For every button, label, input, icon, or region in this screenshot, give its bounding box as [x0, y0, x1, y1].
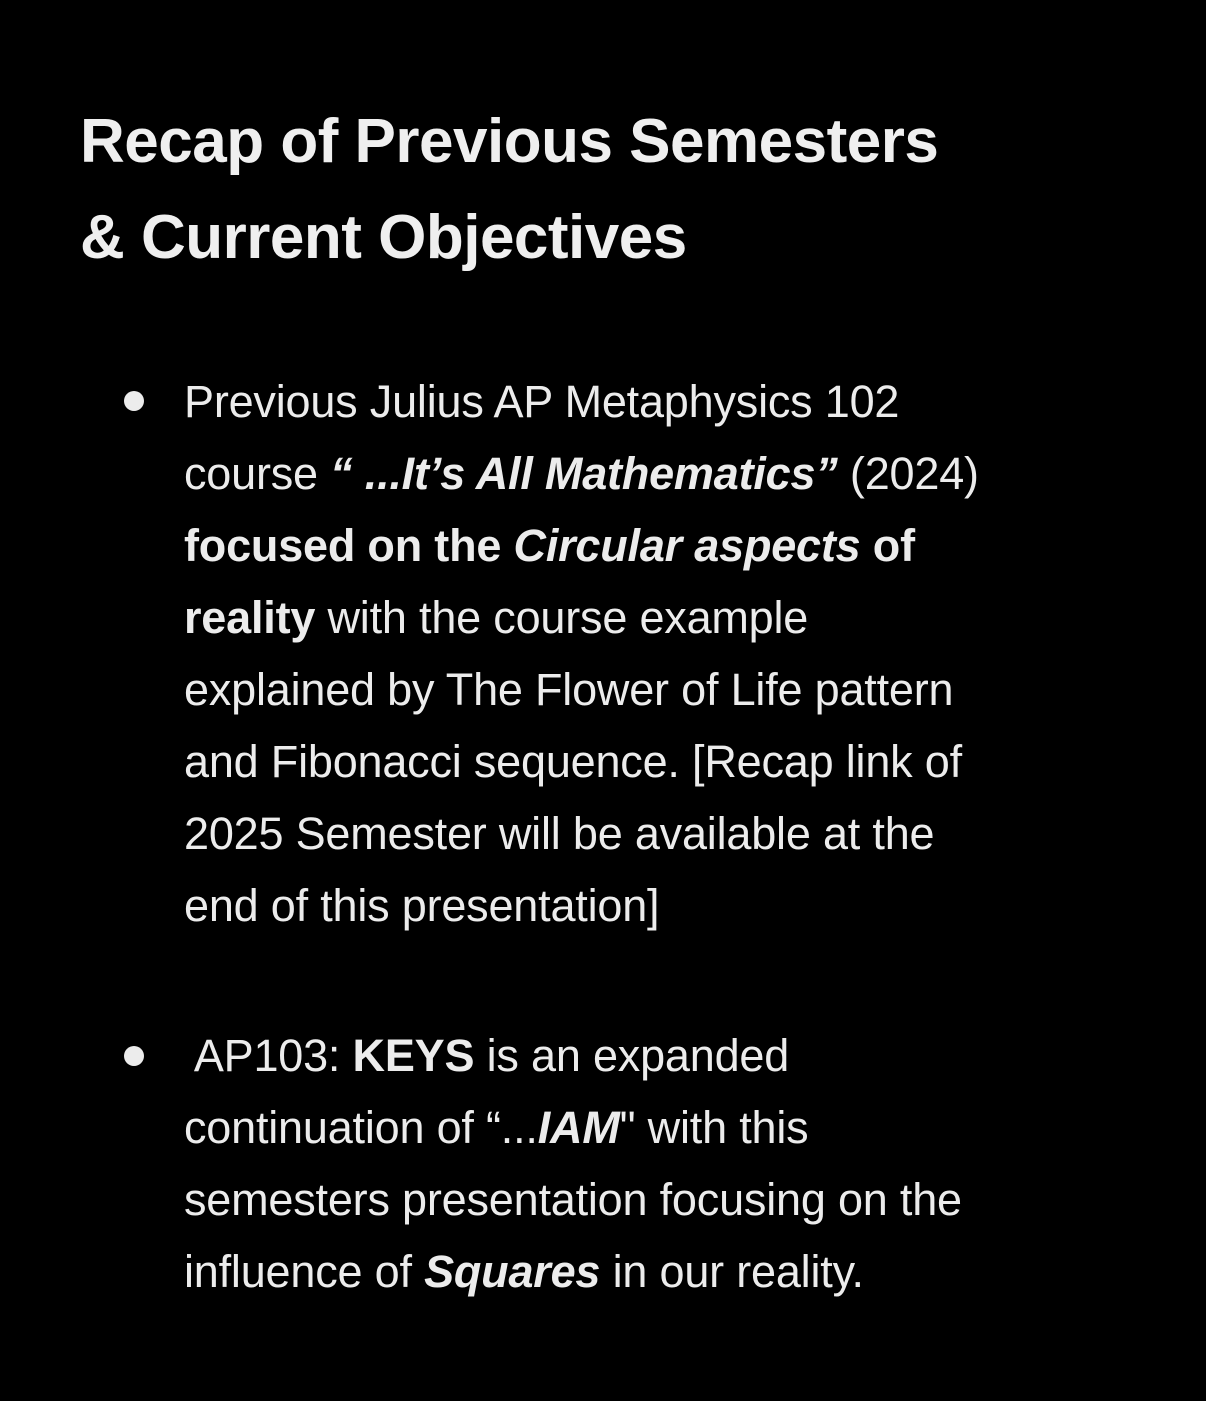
emphasis-text: Squares: [424, 1246, 601, 1297]
title-line-2: & Current Objectives: [80, 203, 687, 272]
text-line: [184, 582, 1120, 654]
text-run: " with this: [619, 1102, 809, 1153]
emphasis-text: IAM: [537, 1102, 620, 1153]
course-name: KEYS: [352, 1030, 475, 1081]
text-run: reality: [184, 592, 316, 643]
text-line: [184, 366, 1120, 438]
text-line: [184, 1092, 1120, 1164]
text-run: and Fibonacci sequence. [Recap link of: [184, 736, 962, 787]
text-run: end of this presentation]: [184, 880, 660, 931]
text-line: [184, 654, 1120, 726]
course-title: “ ...It’s All Mathematics”: [330, 448, 838, 499]
text-line: [184, 438, 1120, 510]
title-line-1: Recap of Previous Semesters: [80, 107, 939, 176]
text-run: focused on the: [184, 520, 514, 571]
text-run: 2025 Semester will be available at the: [184, 808, 935, 859]
text-line: [184, 726, 1120, 798]
emphasis-text: Circular aspects: [513, 520, 861, 571]
text-run: is an expanded: [474, 1030, 790, 1081]
text-run: AP103:: [184, 1030, 353, 1081]
text-run: of: [860, 520, 915, 571]
text-run: continuation of “...: [184, 1102, 538, 1153]
course-year: (2024): [837, 448, 979, 499]
text-line: [184, 510, 1120, 582]
text-run: influence of: [184, 1246, 425, 1297]
text-line: [184, 798, 1120, 870]
text-line: [184, 870, 1120, 942]
text-run: in our reality.: [600, 1246, 864, 1297]
list-item-text: [184, 366, 1120, 942]
bullet-dot-icon: [124, 1046, 144, 1066]
text-run: semesters presentation focusing on the: [184, 1174, 962, 1225]
text-run: explained by The Flower of Life pattern: [184, 664, 954, 715]
text-run: course: [184, 448, 331, 499]
text-line: [184, 1236, 1120, 1308]
bullet-dot-icon: [124, 391, 144, 411]
page-title: [80, 94, 938, 286]
text-line: [184, 1020, 1120, 1092]
text-line: [184, 1164, 1120, 1236]
text-run: with the course example: [315, 592, 809, 643]
text-run: Previous Julius AP Metaphysics 102: [184, 376, 900, 427]
list-item-text: [184, 1020, 1120, 1308]
